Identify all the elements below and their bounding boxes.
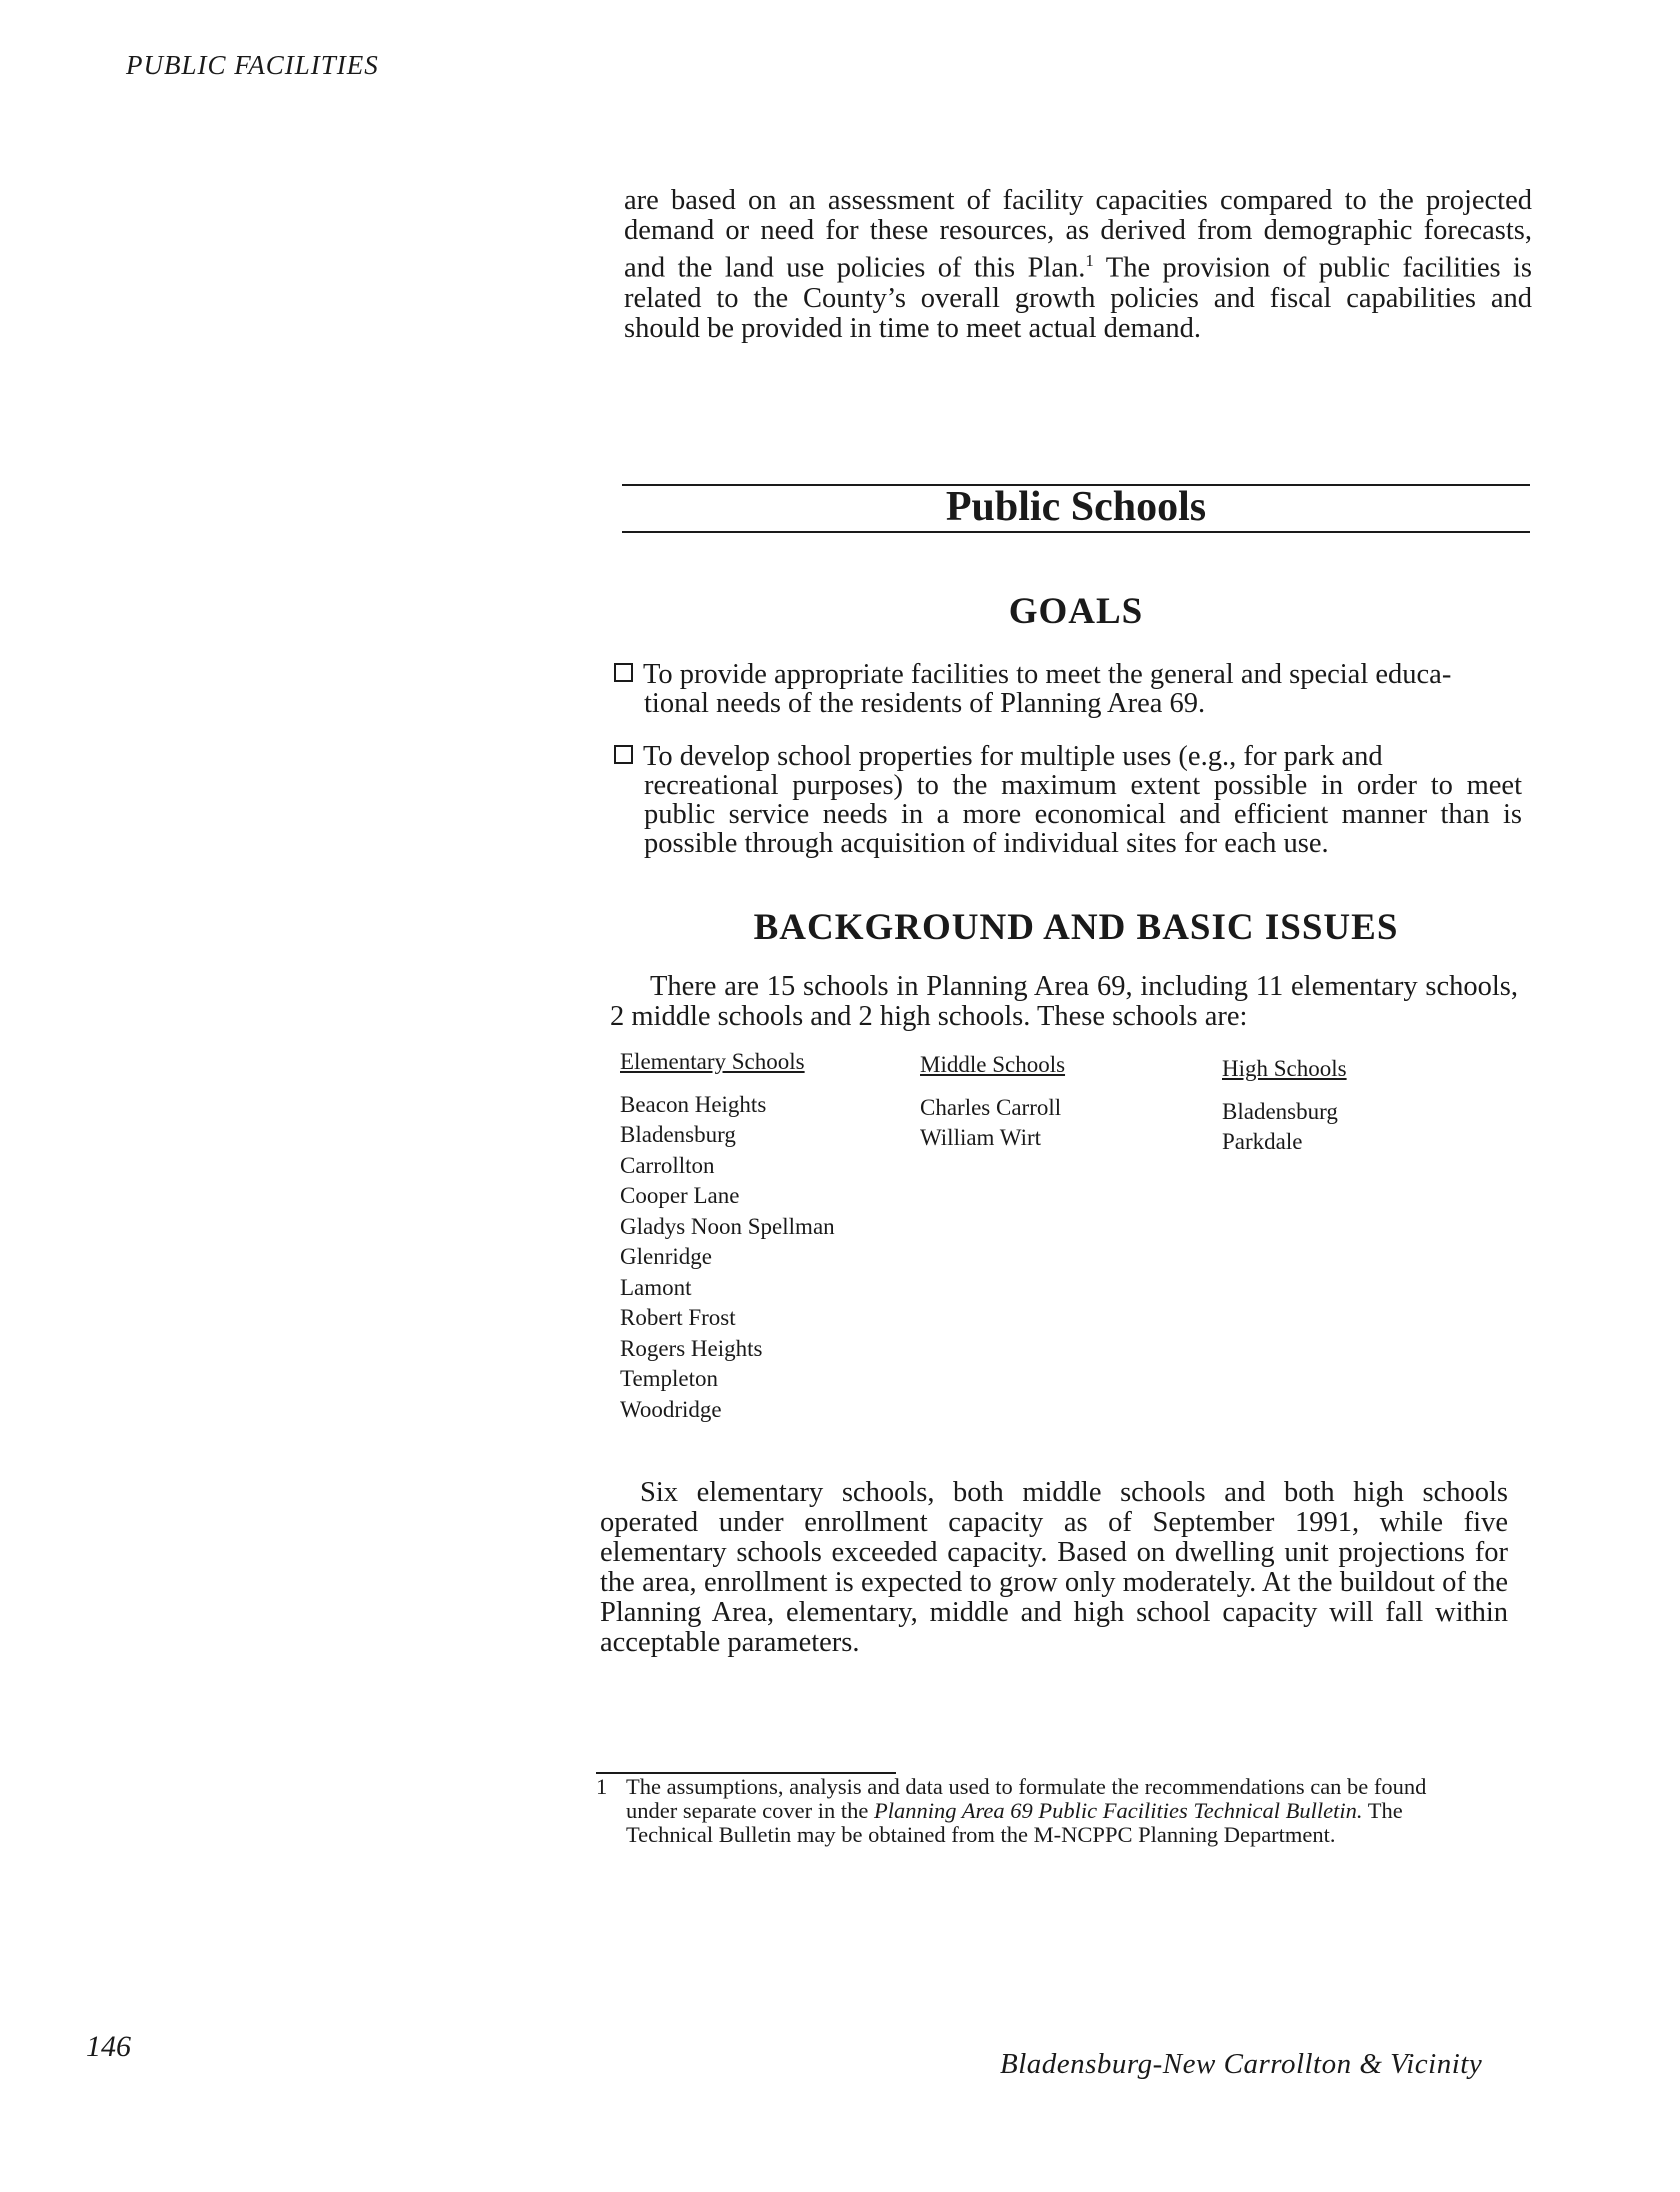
footnote-bulletin-title: Planning Area 69 Public Facilities Technical Bulletin.: [874, 1798, 1363, 1823]
footnote-number: 1: [596, 1774, 608, 1799]
goal-item: [614, 742, 1522, 858]
list-item: Gladys Noon Spellman: [620, 1213, 835, 1239]
intro-paragraph: [624, 186, 1532, 344]
footnote-text-after: The Technical Bulletin may be obtained from the M-NCPPC Planning Department.: [626, 1798, 1403, 1847]
goal-item: [614, 660, 1522, 718]
footnote-text-before: The assumptions, analysis and data used to formulate the recommendations can be found under separate cover in the: [626, 1774, 1427, 1823]
list-item: Glenridge: [620, 1244, 712, 1269]
list-item: Charles Carroll: [920, 1094, 1062, 1120]
elementary-schools-list: [620, 1090, 835, 1426]
list-item: Bladensburg: [1222, 1098, 1338, 1124]
list-item: Carrollton: [620, 1152, 715, 1178]
goal-text-first: To provide appropriate facilities to meet the general and special educa-: [643, 659, 1452, 690]
middle-schools-list: [920, 1093, 1065, 1154]
list-item: Parkdale: [1222, 1129, 1303, 1154]
checkbox-bullet-icon: [614, 745, 633, 764]
list-item: Robert Frost: [620, 1305, 736, 1330]
intro-text-continued: The provision of public facilities is related to the County’s overall growth policies and fiscal capabilities and should be provided in time to meet actual demand.: [624, 252, 1532, 344]
background-heading: BACKGROUND AND BASIC ISSUES: [753, 907, 1399, 948]
section-title: Public Schools: [945, 484, 1207, 530]
high-schools-column: [1222, 1054, 1347, 1158]
list-item: Woodridge: [620, 1396, 722, 1422]
list-item: Bladensburg: [620, 1122, 736, 1147]
goal-text-rest: tional needs of the residents of Planning Area 69.: [644, 688, 1206, 719]
goals-heading: GOALS: [1008, 591, 1144, 632]
list-item: Cooper Lane: [620, 1183, 740, 1208]
list-item: Beacon Heights: [620, 1091, 767, 1117]
goal-text-first: To develop school properties for multiple uses (e.g., for park and: [643, 741, 1383, 772]
running-head: PUBLIC FACILITIES: [126, 50, 379, 80]
elementary-schools-column: [620, 1047, 835, 1425]
list-item: Templeton: [620, 1366, 719, 1391]
footnote-reference: 1: [1085, 251, 1094, 270]
capacity-paragraph: [600, 1478, 1508, 1658]
capacity-text: Six elementary schools, both middle schools and both high schools operated under enrollment capacity as of September 1991, while five elementary schools exceeded capacity. Based on dwelling unit projections for the area, enrollment is expected to grow only moderately. At the buildout of the Planning Area, elementary, middle and high school capacity will fall within acceptable parameters.: [600, 1477, 1508, 1658]
elementary-schools-heading: Elementary Schools: [620, 1049, 805, 1074]
list-item: Lamont: [620, 1274, 692, 1300]
intro-text: are based on an assessment of facility capacities compared to the projected demand or need for these resources, as derived from demographic forecasts, and the land use policies of this Plan.: [624, 185, 1532, 284]
high-schools-list: [1222, 1097, 1347, 1158]
footnote: [596, 1775, 1456, 1847]
middle-schools-heading: Middle Schools: [920, 1052, 1066, 1077]
background-intro-text: There are 15 schools in Planning Area 69, including 11 elementary schools, 2 middle schools and 2 high schools. These schools are:: [610, 971, 1518, 1032]
page-number: 146: [86, 2030, 131, 2063]
running-foot: Bladensburg-New Carrollton & Vicinity: [1000, 2048, 1483, 2080]
list-item: William Wirt: [920, 1125, 1042, 1150]
footnote-text: [596, 1775, 1456, 1847]
goal-text-rest: recreational purposes) to the maximum extent possible in order to meet public service needs in a more economical and efficient manner than is possible through acquisition of individual sites for each use.: [644, 770, 1522, 859]
high-schools-heading: High Schools: [1222, 1056, 1347, 1081]
section-rule-bottom: [622, 531, 1530, 533]
background-intro-paragraph: [610, 972, 1518, 1032]
checkbox-bullet-icon: [614, 663, 633, 682]
middle-schools-column: [920, 1050, 1065, 1154]
list-item: Rogers Heights: [620, 1335, 763, 1361]
